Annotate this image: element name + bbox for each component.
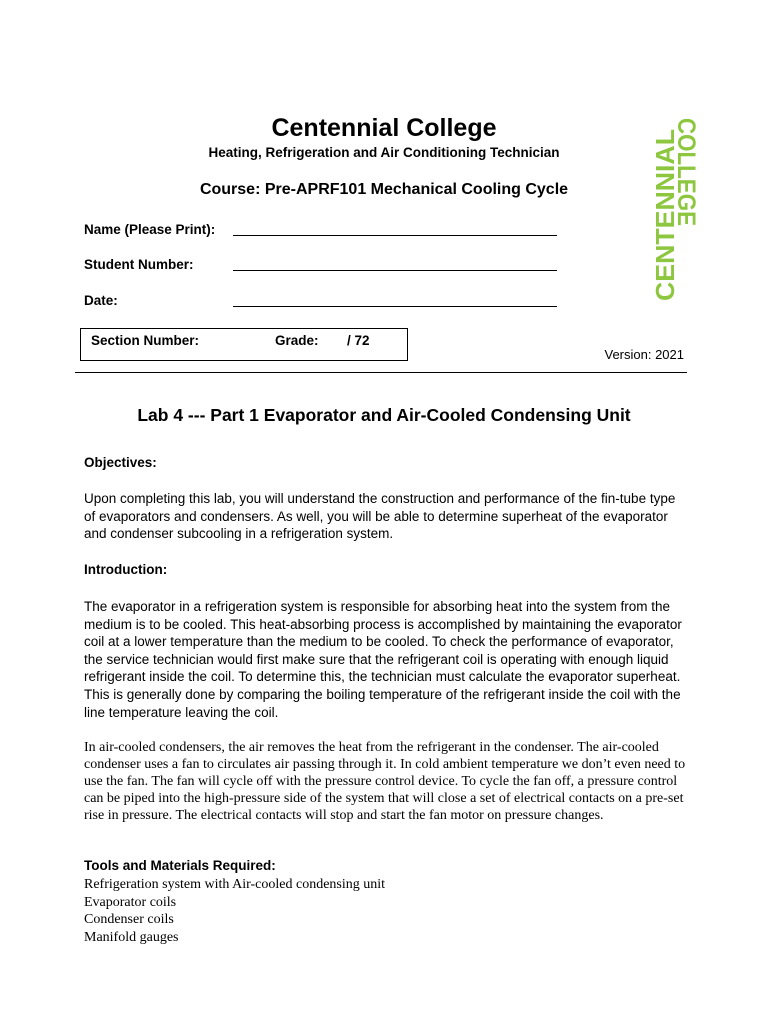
college-title: Centennial College — [271, 114, 497, 142]
introduction-paragraph-2: In air-cooled condensers, the air removes the heat from the refrigerant in the condenser. The air-cooled condenser uses a fan to circulates air passing through it. In cold ambient temperature we don’t even need to use the fan. The fan will cycle off with the pressure control device. To cycle the fan off, a pressure control can be piped into the high-pressure side of the system that will close a set of electrical contacts on a pre-set rise in pressure. The electrical contacts will stop and start the fan motor on pressure changes. — [84, 740, 686, 823]
logo-college-text: COLLEGE — [672, 118, 700, 239]
lab-title: Lab 4 --- Part 1 Evaporator and Air-Cooled Condensing Unit — [137, 405, 631, 425]
objectives-text: Upon completing this lab, you will understand the construction and performance of the fin-tube type of evaporators and condensers. As well, you will be able to determine superheat of the evaporator and condenser subcooling in a refrigeration system. — [84, 491, 676, 542]
list-item: Condenser coils — [84, 912, 174, 927]
tools-list — [84, 876, 385, 946]
date-field[interactable] — [233, 306, 557, 307]
date-label: Date: — [84, 293, 118, 308]
tools-heading: Tools and Materials Required: — [84, 858, 276, 873]
section-number-label: Section Number: — [91, 333, 200, 348]
college-logo — [612, 118, 712, 308]
list-item: Manifold gauges — [84, 929, 179, 945]
list-item: Refrigeration system with Air-cooled condensing unit — [84, 877, 386, 892]
name-field[interactable] — [233, 235, 557, 236]
course-title: Course: Pre-APRF101 Mechanical Cooling Cycle — [199, 181, 569, 198]
grade-label: Grade: — [275, 333, 319, 348]
divider — [75, 372, 687, 373]
list-item: Evaporator coils — [84, 894, 177, 910]
introduction-paragraph-1: The evaporator in a refrigeration system is responsible for absorbing heat into the system from the medium is to be cooled. This heat-absorbing process is accomplished by maintaining the evaporator coil at a lower temperature than the medium to be cooled. To check the performance of evaporator, the service technician would first make sure that the refrigerant coil is operating with enough liquid refrigerant inside the coil. To determine this, the technician must calculate the evaporator superheat. This is generally done by comparing the boiling temperature of the refrigerant inside the coil with the line temperature leaving the coil. — [84, 599, 682, 720]
introduction-heading: Introduction: — [84, 562, 168, 577]
logo-centennial-text: CENTENNIAL — [650, 133, 680, 301]
objectives-heading: Objectives: — [84, 455, 157, 470]
version-label: Version: 2021 — [604, 347, 684, 362]
student-number-field[interactable] — [233, 270, 557, 271]
program-name: Heating, Refrigeration and Air Conditioning Technician — [208, 145, 560, 160]
grade-total: / 72 — [347, 333, 370, 348]
name-label: Name (Please Print): — [84, 222, 216, 237]
student-number-label: Student Number: — [84, 257, 194, 272]
